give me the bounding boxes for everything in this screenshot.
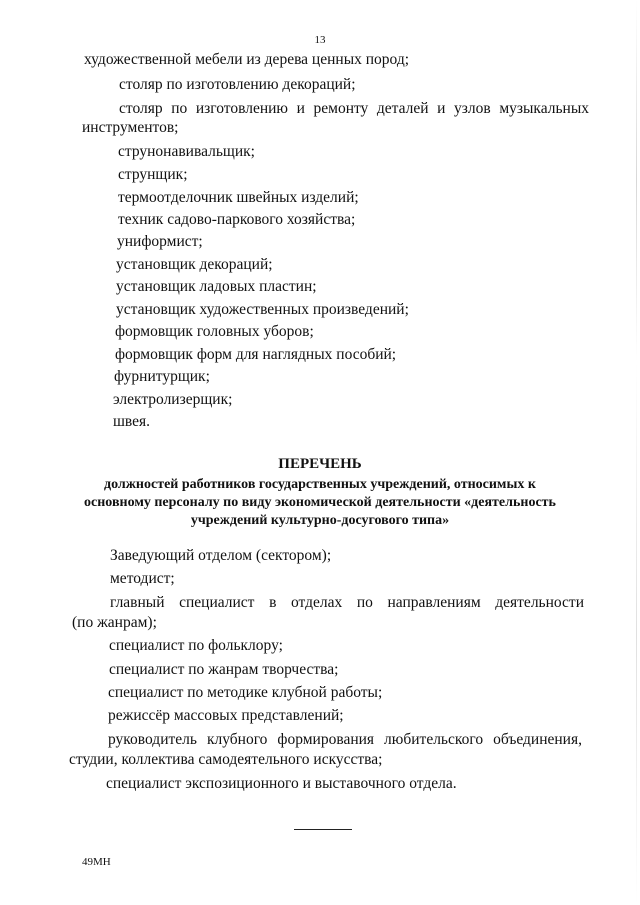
list-item: главный специалист в отделах по направлениям деятельности	[110, 594, 584, 611]
list-item: специалист по жанрам творчества;	[109, 661, 339, 678]
section-subtitle-line: должностей работников государственных учреждений, относимых к	[104, 477, 536, 492]
section-subtitle-line: основному персоналу по виду экономической деятельности «деятельность	[84, 495, 556, 510]
list-item: Заведующий отделом (сектором);	[110, 547, 332, 564]
footer-code: 49МН	[82, 856, 111, 868]
list-item: термоотделочник швейных изделий;	[118, 189, 359, 206]
section-subtitle-line: учреждений культурно-досугового типа»	[190, 513, 450, 528]
list-item: струнщик;	[118, 166, 188, 183]
list-item: специалист по методике клубной работы;	[108, 684, 383, 701]
list-item: режиссёр массовых представлений;	[108, 707, 344, 724]
separator-line	[294, 829, 352, 830]
list-item: методист;	[110, 570, 175, 587]
list-item: техник садово-паркового хозяйства;	[118, 211, 356, 228]
list-item: струнонавивальщик;	[118, 143, 255, 160]
list-item-continuation: (по жанрам);	[72, 614, 157, 631]
list-item: руководитель клубного формирования любительского объединения,	[108, 731, 582, 748]
section-title: ПЕРЕЧЕНЬ	[278, 456, 362, 472]
list-item: художественной мебели из дерева ценных пород;	[84, 51, 410, 68]
list-item: формовщик форм для наглядных пособий;	[115, 346, 397, 363]
list-item: электролизерщик;	[113, 391, 233, 408]
list-item: установщик декораций;	[116, 256, 273, 273]
list-item: установщик ладовых пластин;	[116, 278, 317, 295]
list-item: специалист экспозиционного и выставочного отдела.	[106, 775, 457, 792]
list-item-continuation: студии, коллектива самодеятельного искусства;	[69, 751, 383, 768]
list-item: установщик художественных произведений;	[116, 301, 409, 318]
list-item-continuation: инструментов;	[82, 119, 179, 136]
list-item: столяр по изготовлению и ремонту деталей и узлов музыкальных	[119, 100, 589, 117]
list-item: фурнитурщик;	[114, 368, 210, 385]
list-item: униформист;	[117, 233, 203, 250]
list-item: столяр по изготовлению декораций;	[119, 76, 356, 93]
list-item: швея.	[113, 413, 151, 430]
scan-edge	[636, 0, 637, 905]
list-item: специалист по фольклору;	[109, 637, 283, 654]
page-number: 13	[314, 34, 326, 46]
list-item: формовщик головных уборов;	[115, 323, 314, 340]
